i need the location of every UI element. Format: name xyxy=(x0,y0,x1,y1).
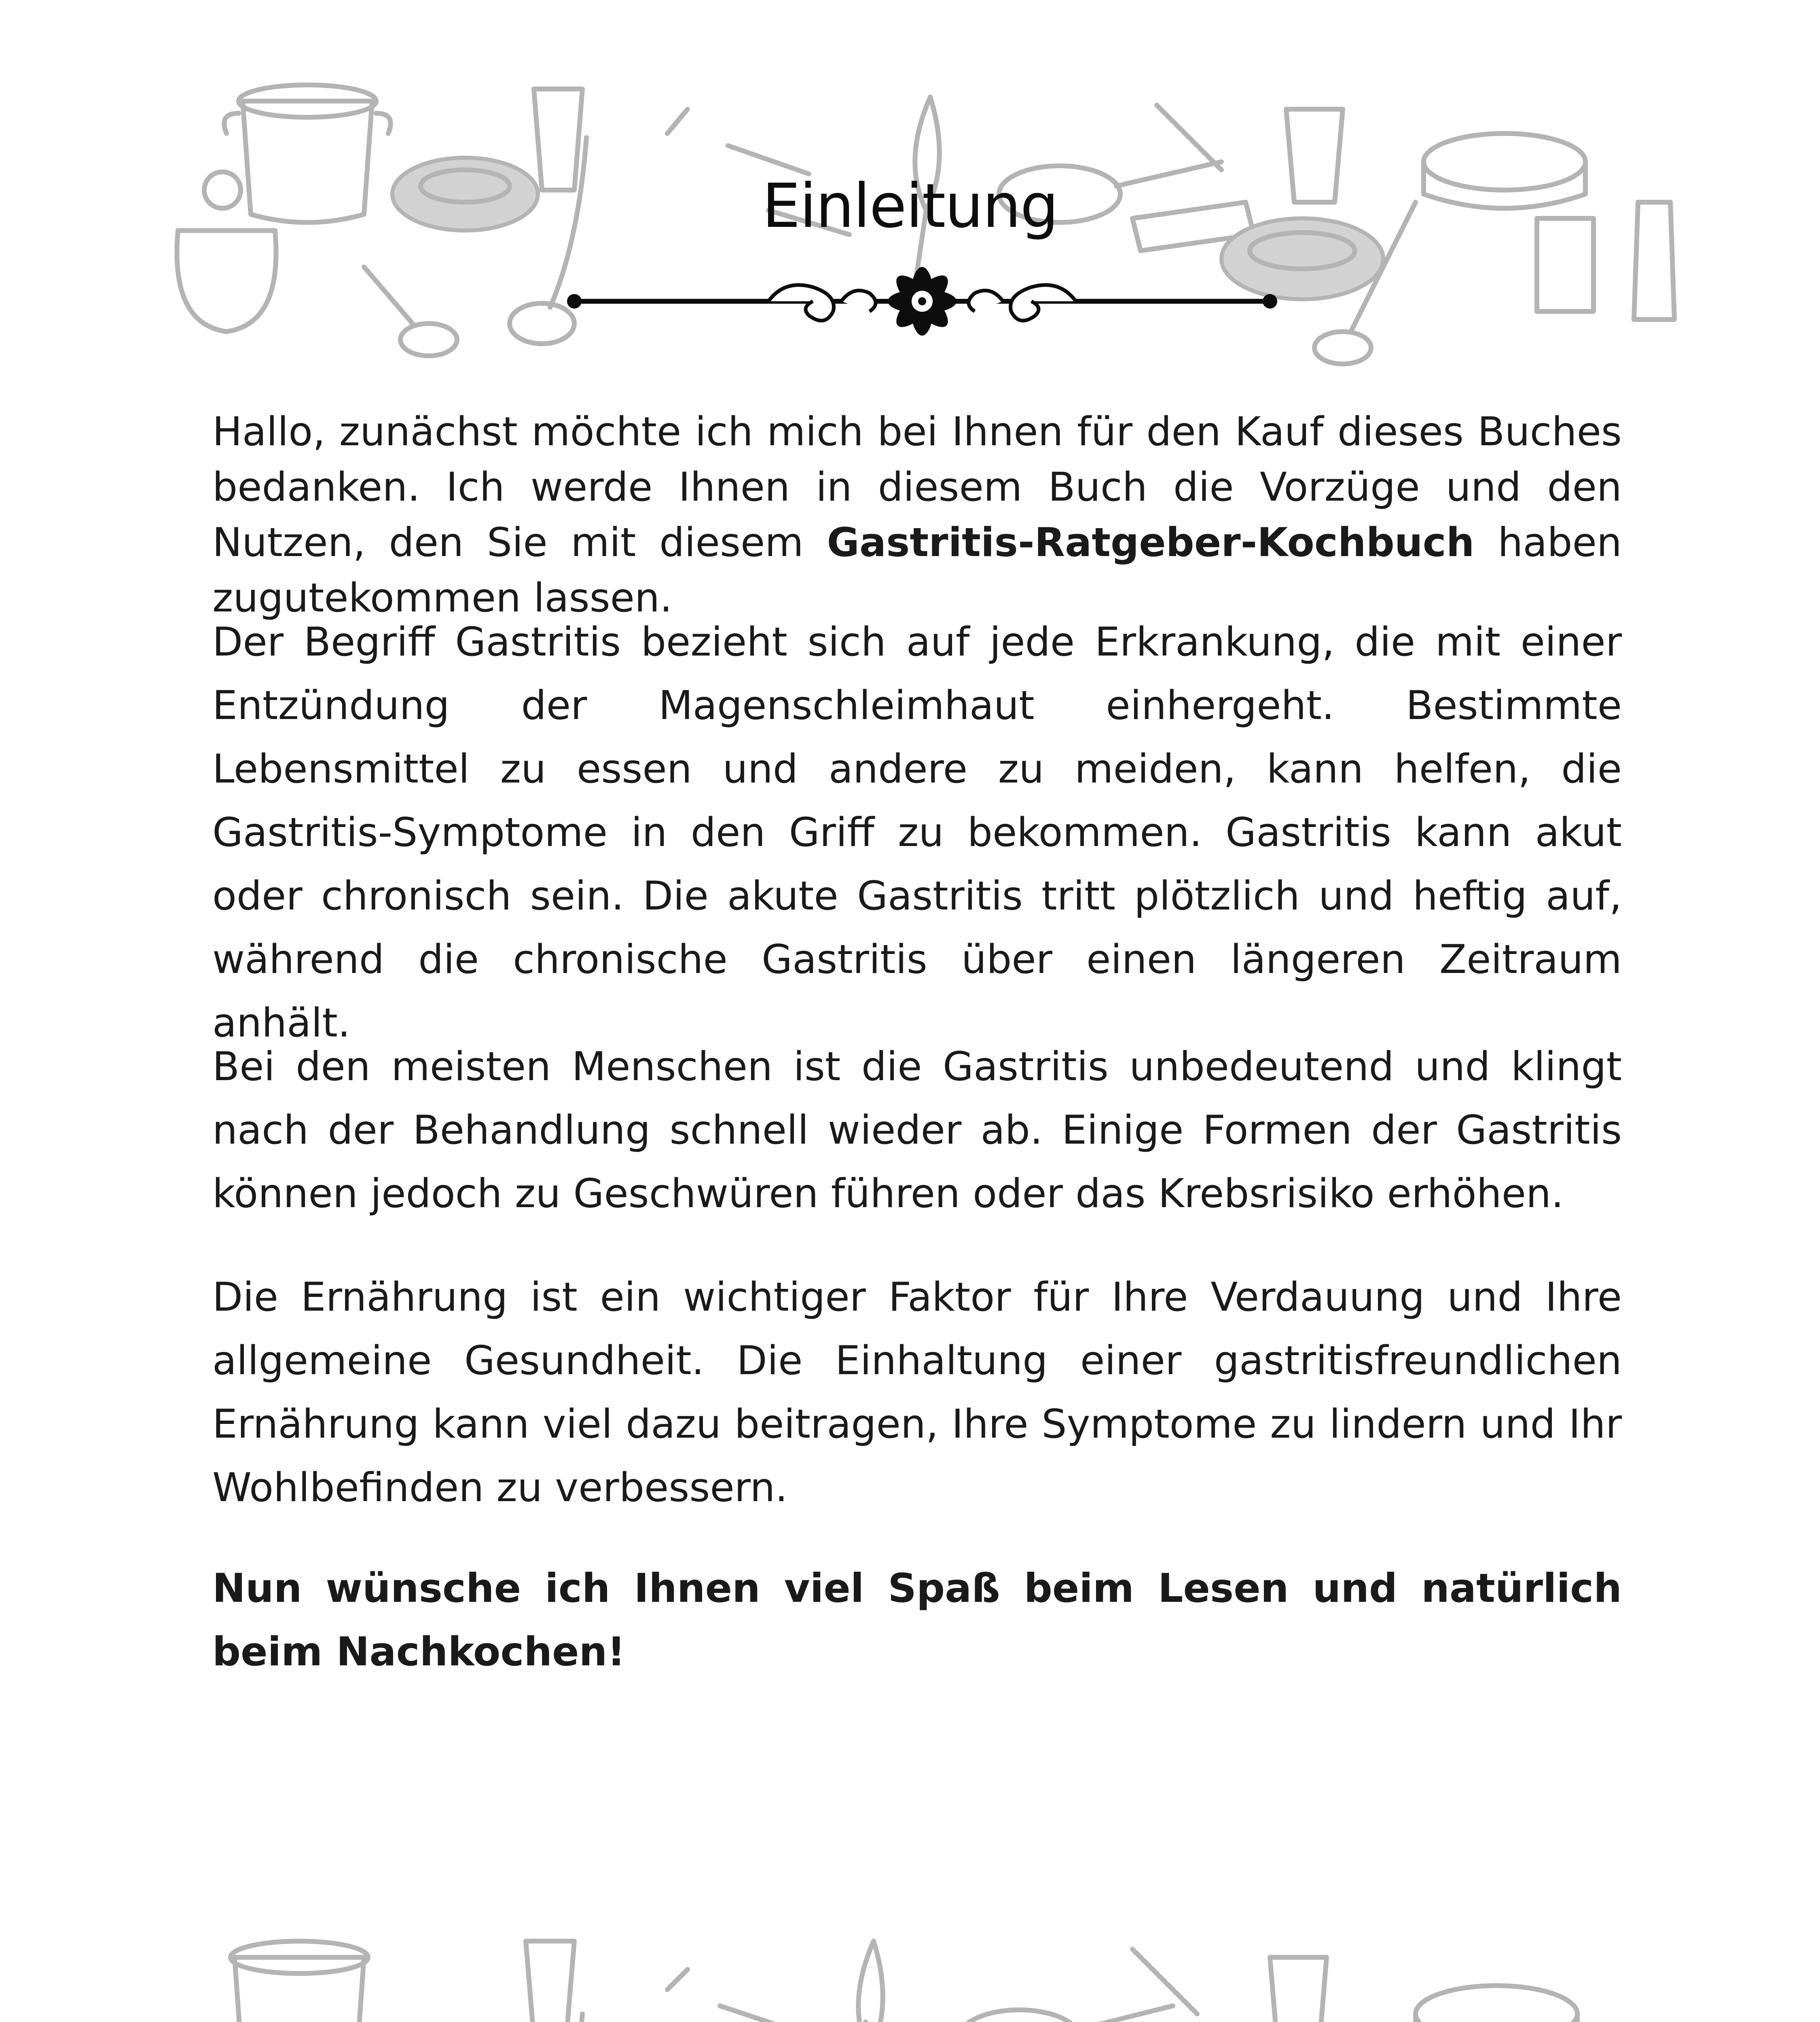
page-title: Einleitung xyxy=(762,171,1058,241)
whisk-icon xyxy=(667,1941,883,2022)
kitchen-utensils-bottom-border xyxy=(0,1909,1820,2022)
book-title-bold: Gastritis-Ratgeber-Kochbuch xyxy=(827,520,1475,566)
pot-icon xyxy=(231,1941,368,2022)
ladle-icon xyxy=(356,2014,582,2022)
intro-text-start: Hallo, zunächst möchte ich mich bei Ihnen für den Kauf dieses Buches bedanken. Ich werde Ihnen in diesem Buch die Vorzüge und den Nutzen, den Sie mit diesem xyxy=(212,409,1622,566)
intro-text-end: haben zugutekommen lassen. xyxy=(212,520,1622,621)
flower-scroll-divider-icon xyxy=(558,247,1286,340)
glass-icon xyxy=(526,1941,574,2022)
frying-pan-icon xyxy=(959,2006,1173,2022)
cake-mould-icon xyxy=(1416,1986,1577,2022)
intro-paragraph xyxy=(212,404,1622,626)
gastritis-course-paragraph: Bei den meisten Menschen ist die Gastritis unbedeutend und klingt nach der Behandlung schnell wieder ab. Einige Formen der Gastritis können jedoch zu Geschwüren führen oder das Krebsrisiko erhöhen. xyxy=(212,1044,1622,1217)
gastritis-definition-paragraph: Der Begriff Gastritis bezieht sich auf jede Erkrankung, die mit einer Entzündung der Magenschleimhaut einhergeht. Bestimmte Lebensmittel zu essen und andere zu meiden, kann helfen, die Gastritis-Symptome in den Griff zu bekommen. Gastritis kann akut oder chronisch sein. Die akute Gastritis tritt plötzlich und heftig auf, während die chronische Gastritis über einen längeren Zeitraum anhält. xyxy=(212,619,1622,1046)
nutrition-paragraph: Die Ernährung ist ein wichtiger Faktor für Ihre Verdauung und Ihre allgemeine Gesundheit. Die Einhaltung einer gastritisfreundlichen Ernährung kann viel dazu beitragen, Ihre Symptome zu lindern und Ihr Wohlbefinden zu verbessern. xyxy=(212,1274,1622,1511)
closing-paragraph: Nun wünsche ich Ihnen viel Spaß beim Lesen und natürlich beim Nachkochen! xyxy=(212,1565,1622,1675)
cutting-board-icon xyxy=(1108,1949,1230,2022)
jug-icon xyxy=(1270,1957,1327,2022)
